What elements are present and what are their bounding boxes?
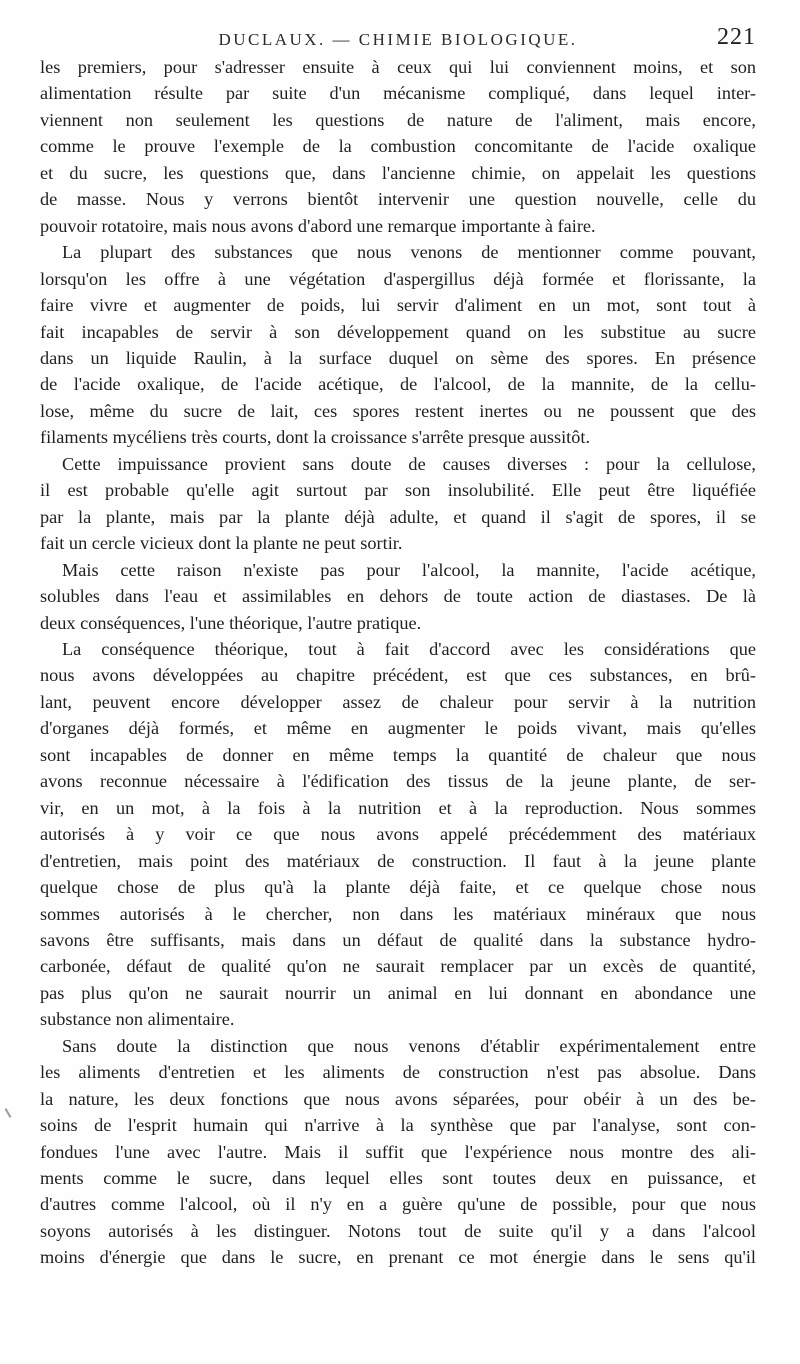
text-line: les premiers, pour s'adresser ensuite à ceux qui lui conviennent moins, et son: [40, 57, 756, 77]
text-line: savons être suffisants, mais dans un défaut de qualité dans la substance hydro-: [40, 929, 756, 950]
text-line: lant, peuvent encore développer assez de chaleur pour servir à la nutrition: [40, 691, 756, 712]
text-line: d'autres comme l'alcool, où il n'y en a guère qu'une de possible, pour que nous: [40, 1194, 756, 1215]
text-line: La conséquence théorique, tout à fait d'accord avec les considérations que: [62, 638, 756, 659]
text-line: deux conséquences, l'une théorique, l'autre pratique.: [40, 612, 422, 633]
text-line: fait un cercle vicieux dont la plante ne peut sortir.: [40, 533, 403, 554]
text-line: fondues l'une avec l'autre. Mais il suffit que l'expérience nous montre des ali-: [40, 1141, 756, 1162]
text-line: d'organes déjà formés, et même en augmenter le poids vivant, mais qu'elles: [40, 718, 756, 739]
text-line: pouvoir rotatoire, mais nous avons d'abord une remarque importante à faire.: [40, 215, 596, 236]
text-line: sont incapables de donner en même temps la quantité de chaleur que nous: [40, 744, 756, 765]
text-line: il est probable qu'elle agit surtout par son insolubilité. Elle peut être liquéfiée: [40, 480, 756, 501]
text-line: carbonée, défaut de qualité qu'on ne saurait remplacer par un excès de quantité,: [40, 956, 756, 977]
text-line: pas plus qu'on ne saurait nourrir un animal en lui donnant en abondance une: [40, 982, 756, 1003]
text-line: les aliments d'entretien et les aliments de construction n'est pas absolue. Dans: [40, 1062, 756, 1083]
text-line: solubles dans l'eau et assimilables en dehors de toute action de diastases. De là: [40, 586, 756, 607]
body-text: [40, 54, 756, 1271]
text-line: moins d'énergie que dans le sucre, en prenant ce mot énergie dans le sens qu'il: [40, 1247, 756, 1268]
text-line: nous avons développées au chapitre précédent, est que ces substances, en brû-: [40, 665, 756, 686]
text-line: par la plante, mais par la plante déjà adulte, et quand il s'agit de spores, il se: [40, 506, 756, 527]
margin-mark: [5, 1108, 12, 1118]
text-line: faire vivre et augmenter de poids, lui servir d'aliment en un mot, sont tout à: [40, 295, 756, 316]
text-line: soyons autorisés à les distinguer. Notons tout de suite qu'il y a dans l'alcool: [40, 1220, 756, 1241]
text-line: et du sucre, les questions que, dans l'ancienne chimie, on appelait les questions: [40, 162, 756, 183]
text-line: alimentation résulte par suite d'un mécanisme compliqué, dans lequel inter-: [40, 83, 756, 104]
text-line: vir, en un mot, à la fois à la nutrition et à la reproduction. Nous sommes: [40, 797, 756, 818]
text-line: autorisés à y voir ce que nous avons appelé précédemment des matériaux: [40, 824, 756, 845]
text-line: de masse. Nous y verrons bientôt intervenir une question nouvelle, celle du: [40, 189, 756, 210]
text-line: Mais cette raison n'existe pas pour l'alcool, la mannite, l'acide acétique,: [62, 559, 756, 580]
text-line: Sans doute la distinction que nous venons d'établir expérimentalement entre: [62, 1035, 756, 1056]
text-line: substance non alimentaire.: [40, 1009, 235, 1030]
text-line: dans un liquide Raulin, à la surface duquel on sème des spores. En présence: [40, 347, 756, 368]
text-line: lorsqu'on les offre à une végétation d'aspergillus déjà formée et florissante, la: [40, 268, 756, 289]
text-line: viennent non seulement les questions de nature de l'aliment, mais encore,: [40, 109, 756, 130]
text-line: La plupart des substances que nous venons de mentionner comme pouvant,: [62, 242, 756, 263]
text-line: lose, même du sucre de lait, ces spores restent inertes ou ne poussent que des: [40, 400, 756, 421]
text-line: d'entretien, mais point des matériaux de construction. Il faut à la jeune plante: [40, 850, 756, 871]
text-line: la nature, les deux fonctions que nous avons séparées, pour obéir à un des be-: [40, 1088, 756, 1109]
text-line: sommes autorisés à le chercher, non dans les matériaux minéraux que nous: [40, 903, 756, 924]
page-header: [40, 22, 756, 52]
text-line: ments comme le sucre, dans lequel elles sont toutes deux en puissance, et: [40, 1168, 756, 1189]
text-line: de l'acide oxalique, de l'acide acétique, de l'alcool, de la mannite, de la cellu-: [40, 374, 756, 395]
running-head: DUCLAUX. — CHIMIE BIOLOGIQUE.: [218, 30, 578, 49]
text-line: soins de l'esprit humain qui n'arrive à la synthèse que par l'analyse, sont con-: [40, 1115, 756, 1136]
text-line: Cette impuissance provient sans doute de causes diverses : pour la cellulose,: [62, 453, 756, 474]
text-line: avons reconnue nécessaire à l'édification des tissus de la jeune plante, de ser-: [40, 771, 756, 792]
text-line: quelque chose de plus qu'à la plante déjà faite, et ce quelque chose nous: [40, 877, 756, 898]
text-line: filaments mycéliens très courts, dont la croissance s'arrête presque aussitôt.: [40, 427, 591, 448]
text-line: fait incapables de servir à son développement quand on les substitue au sucre: [40, 321, 756, 342]
text-line: comme le prouve l'exemple de la combustion concomitante de l'acide oxalique: [40, 136, 756, 157]
page-number: 221: [717, 24, 756, 50]
